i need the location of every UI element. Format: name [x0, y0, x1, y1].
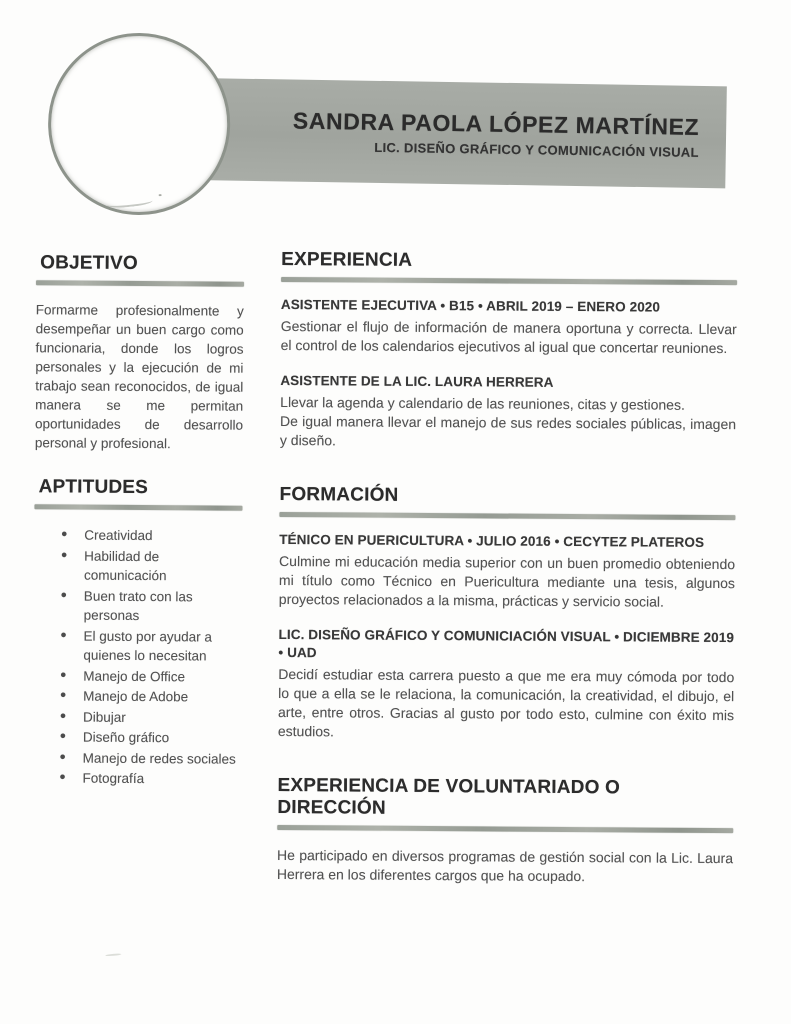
voluntariado-heading: EXPERIENCIA DE VOLUNTARIADO O DIRECCIÓN: [277, 774, 621, 819]
experiencia-heading: EXPERIENCIA: [281, 248, 413, 271]
right-column: [277, 249, 737, 887]
list-item: • Buen trato con las personas: [60, 586, 242, 626]
experiencia-heading-rule: [281, 277, 737, 285]
list-item: • Diseño gráfico: [59, 727, 241, 748]
aptitudes-heading: APTITUDES: [38, 476, 149, 499]
candidate-title: LIC. DISEÑO GRÁFICO Y COMUNICACIÓN VISUAL: [374, 139, 699, 160]
section-aptitudes: [33, 476, 243, 789]
scan-smudge-icon: [106, 197, 153, 209]
education-entry-title: TÉNICO EN PUERICULTURA • JULIO 2016 • CECYTEZ PLATEROS: [279, 531, 705, 550]
section-formacion: [278, 484, 736, 744]
candidate-name: SANDRA PAOLA LÓPEZ MARTÍNEZ: [292, 107, 700, 140]
list-item: • Fotografía: [59, 768, 241, 789]
education-entry: [279, 531, 736, 612]
list-item: • Creatividad: [60, 525, 242, 546]
experience-entry-title: ASISTENTE DE LA LIC. LAURA HERRERA: [280, 372, 554, 390]
list-item: • Manejo de Adobe: [59, 686, 241, 707]
formacion-heading: FORMACIÓN: [279, 483, 399, 506]
objetivo-heading: OBJETIVO: [40, 252, 138, 274]
experience-entry-text: De igual manera llevar el manejo de sus redes sociales públicas, imagen y diseño.: [279, 412, 737, 449]
list-item: • Dibujar: [59, 707, 241, 728]
photo-placeholder: [48, 32, 231, 215]
objetivo-body: Formarme profesionalmente y desempeñar un buen cargo como funcionaria, donde los logros personales y la ejecución de mi trabajo sean reconocidos, de igual manera se me permitan oportunidades de desarrollo personal y profesional.: [34, 302, 244, 452]
voluntariado-heading-rule: [277, 825, 733, 833]
experience-entry: [280, 372, 737, 453]
experience-entry-title: ASISTENTE EJECUTIVA • B15 • ABRIL 2019 – ENERO 2020: [280, 296, 661, 315]
scan-dot-icon: [159, 194, 162, 196]
objetivo-heading-rule: [36, 280, 244, 286]
education-entry-title: LIC. DISEÑO GRÁFICO Y COMUNICIACIÓN VISUAL • DICIEMBRE 2019 • UAD: [278, 626, 735, 661]
list-item: • Manejo de redes sociales: [59, 748, 241, 769]
list-item: • Habilidad de comunicación: [60, 546, 242, 586]
aptitudes-heading-rule: [34, 504, 242, 510]
formacion-heading-rule: [279, 512, 735, 520]
experience-entry-text: Llevar la agenda y calendario de las reuniones, citas y gestiones.: [280, 393, 685, 413]
scan-smudge-icon: [105, 953, 121, 956]
list-item: • Manejo de Office: [59, 666, 241, 687]
section-voluntariado: [277, 775, 734, 887]
education-entry-text: Culmine mi educación media superior con un buen promedio obteniendo mi título como Técnico en Puericultura mediante una tesis, algunos proyectos relacionados a la misma, prácticas y servicio social.: [278, 552, 736, 610]
section-experiencia: [280, 249, 737, 453]
experience-entry-text: Gestionar el flujo de información de manera oportuna y correcta. Llevar el control de los calendarios ejecutivos al igual que concertar reuniones.: [280, 317, 737, 357]
education-entry: [278, 626, 735, 744]
section-objetivo: [35, 252, 244, 453]
skills-list: [59, 525, 243, 789]
list-item: • El gusto por ayudar a quienes lo necesitan: [59, 626, 241, 666]
experience-entry: [281, 296, 737, 358]
header-band: [202, 78, 727, 188]
voluntariado-body: He participado en diversos programas de gestión social con la Lic. Laura Herrera en los diferentes cargos que ha ocupado.: [276, 846, 734, 885]
education-entry-text: Decidí estudiar esta carrera puesto a que me era muy cómoda por todo lo que a ella se le relaciona, la comunicación, la creatividad, el dibujo, el arte, entre otros. Gracias al gusto por todo esto, culmine con éxito mis estudios.: [277, 665, 735, 740]
left-column: [32, 252, 244, 790]
